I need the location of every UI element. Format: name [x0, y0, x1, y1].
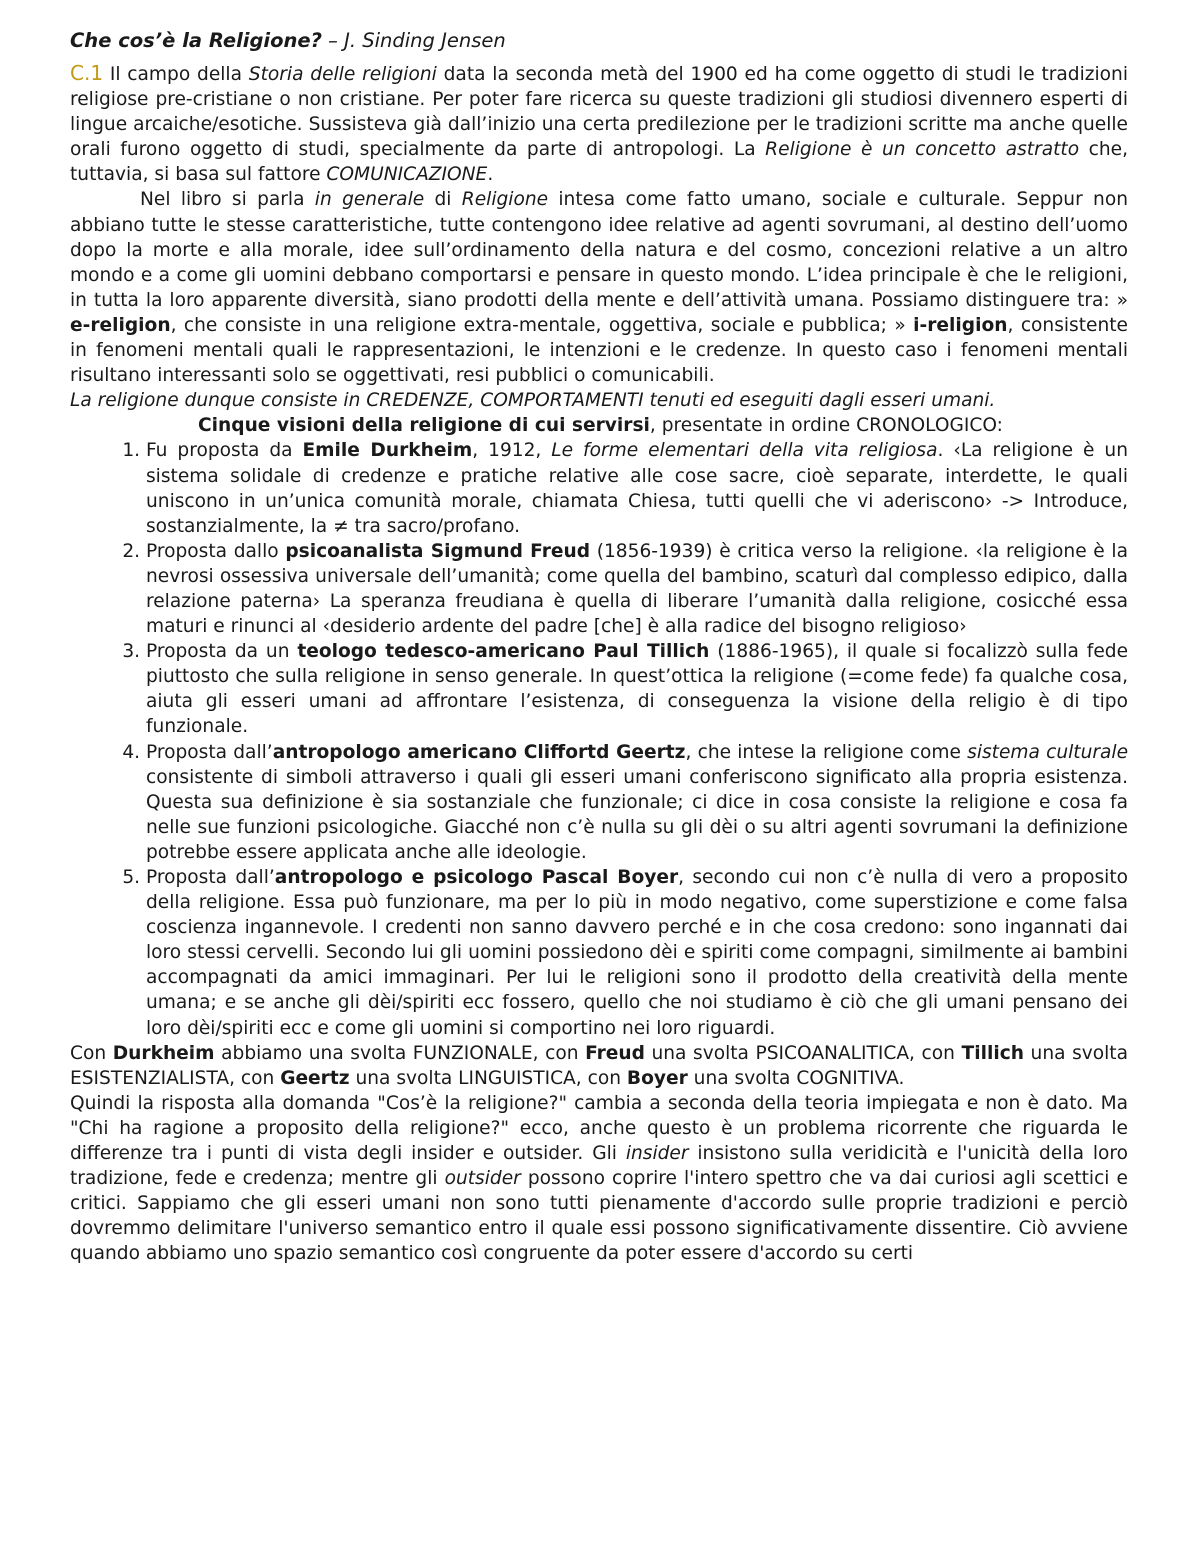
text-run: antropologo e psicologo Pascal Boyer — [274, 867, 679, 888]
text-run: Durkheim — [112, 1042, 215, 1064]
text-run: e-religion — [70, 314, 171, 336]
list-item — [146, 740, 1128, 865]
text-run: La religione dunque consiste in CREDENZE, COMPORTAMENTI tenuti ed eseguiti dagli esseri umani. — [70, 390, 996, 412]
text-run: possono coprire l'intero spettro che va dai curiosi agli scettici e critici. Sappiamo che gli esseri umani non sono tutti pienamente d'accordo sulle proprie tradizioni e perciò dovremmo delimitare l'universo semantico entro il quale essi possono significativamente dissentire. Ciò avviene quando abbiamo uno spazio semantico così congruente da poter essere d'accordo su certi — [70, 1168, 1128, 1265]
list-item — [146, 865, 1128, 1041]
text-run: Geertz — [280, 1067, 350, 1089]
text-run: consistente di simboli attraverso i quali gli esseri umani conferiscono significato alla propria esistenza. Questa sua definizione è sia sostanziale che funzionale; ci dice in cosa consiste la religione e cosa fa nelle sue funzioni psicologiche. Giacché non c’è nulla su gli dèi o su altri agenti sovrumani la definizione potrebbe essere applicata anche alle ideologie. — [146, 766, 1128, 863]
text-run: Cinque visioni della religione di cui servirsi — [198, 415, 650, 437]
text-run: . — [487, 164, 494, 186]
text-run: Religione è un concetto astratto — [765, 139, 1080, 161]
list-item — [146, 539, 1128, 639]
text-run: data la seconda metà del 1900 ed ha come oggetto di studi le tradizioni religiose pre-cristiane o non cristiane. Per poter fare ricerca su queste tradizioni gli studiosi divennero esperti di lingue arcaiche/esotiche. Sussisteva già dall’inizio una certa predilezione per le tradizioni scritte ma anche quelle orali furono oggetto di studi, specialmente da parte di antropologi. La — [70, 64, 1128, 161]
paragraph-summary-italic — [70, 388, 1128, 413]
text-run: una svolta PSICOANALITICA, con — [644, 1042, 962, 1064]
text-run: , che intese la religione come — [685, 741, 968, 763]
text-run: Proposta dall’ — [146, 741, 273, 763]
list-heading — [70, 413, 1128, 438]
text-run: Tillich — [961, 1042, 1024, 1064]
text-run: (1856-1939) è critica verso la religione. ‹la religione è la nevrosi ossessiva universale dell’umanità; come quella del bambino, scaturì dal complesso edipico, dalla relazione paterna› La speranza freudiana è quella di liberare l’umanità dalla religione, cosicché essa maturi e rinunci al ‹desiderio ardente del padre [che] è alla radice del bisogno religioso› — [146, 540, 1128, 638]
text-run: Con — [70, 1042, 113, 1064]
text-run: Proposta da un — [146, 641, 298, 663]
title-text: Che cos’è la Religione? — [70, 29, 322, 52]
text-run: teologo tedesco-americano Paul Tillich — [297, 641, 710, 663]
text-run: una svolta ESISTENZIALISTA, con — [70, 1042, 1128, 1089]
text-run: Religione — [461, 189, 549, 211]
text-run: , presentate in ordine CRONOLOGICO: — [649, 415, 1003, 437]
text-run: Fu proposta da — [146, 440, 303, 462]
text-run: Proposta dallo — [146, 540, 286, 562]
paragraph-turns — [70, 1041, 1128, 1091]
text-run: Il campo della — [103, 64, 249, 85]
list-item — [146, 438, 1128, 538]
text-run: una svolta LINGUISTICA, con — [349, 1067, 627, 1089]
text-run: Proposta dall’ — [146, 867, 275, 888]
text-run: Quindi la risposta alla domanda "Cos’è la religione?" cambia a seconda della teoria impiegata e non è dato. Ma "Chi ha ragione a proposito della religione?" ecco, anche questo è un problema ricorrente che riguarda le differenze tra i punti di vista degli insider e outsider. Gli — [70, 1092, 1128, 1165]
text-run: Freud — [585, 1042, 645, 1064]
text-run: Nel libro si parla — [140, 189, 315, 211]
text-run: che, tuttavia, si basa sul fattore — [70, 139, 1129, 186]
text-run: i-religion — [913, 314, 1008, 336]
text-run: psicoanalista Sigmund Freud — [285, 540, 591, 562]
text-run: in generale — [314, 189, 425, 211]
text-run: . ‹La religione è un sistema solidale di credenze e pratiche relative alle cose sacre, cioè separate, interdette, le quali uniscono in un’unica comunità morale, chiamata Chiesa, tutti quelli che vi aderiscono› -> Introduce, sostanzialmente, la ≠ tra sacro/profano. — [146, 440, 1129, 537]
paragraph-intro — [70, 61, 1128, 187]
text-run: sistema culturale — [967, 741, 1129, 763]
paragraph-closing — [70, 1091, 1128, 1267]
text-run: Boyer — [626, 1067, 688, 1089]
section-label: C.1 — [70, 61, 104, 85]
text-run: Storia delle religioni — [248, 64, 437, 85]
text-run: una svolta COGNITIVA. — [687, 1067, 905, 1089]
text-run: (1886-1965), il quale si focalizzò sulla fede piuttosto che sulla religione in senso generale. In quest’ottica la religione (=come fede) fa qualche cosa, aiuta gli esseri umani ad affrontare l’esistenza, di conseguenza la visione della religio è di tipo funzionale. — [146, 641, 1129, 738]
text-run: , che consiste in una religione extra-mentale, oggettiva, sociale e pubblica; » — [170, 314, 914, 336]
title-author: – J. Sinding Jensen — [321, 29, 506, 52]
paragraph-definitions — [70, 187, 1128, 388]
document-page — [70, 28, 1128, 1267]
text-run: insider — [625, 1143, 689, 1165]
text-run: , secondo cui non c’è nulla di vero a proposito della religione. Essa può funzionare, ma per lo più in modo negativo, come superstizione e come falsa coscienza ingannevole. I credenti non sanno davvero perché e in che cosa credono: sono ingannati dai loro stessi cervelli. Secondo lui gli uomini possiedono dèi e spiriti come compagni, similmente ai bambini accompagnati da amici immaginari. Per lui le religioni sono il prodotto della creatività della mente umana; e se anche gli dèi/spiriti ecc fossero, quello che noi studiamo è ciò che gli umani pensano dei loro dèi/spiriti ecc e come gli uomini si comportino nei loro riguardi. — [146, 867, 1128, 1039]
text-run: abbiamo una svolta FUNZIONALE, con — [214, 1042, 586, 1064]
list-item — [146, 639, 1128, 739]
text-run: antropologo americano Cliffortd Geertz — [272, 741, 686, 763]
text-run: , consistente in fenomeni mentali quali le rappresentazioni, le intenzioni e le credenze. In questo caso i fenomeni mentali risultano interessanti solo se oggettivati, resi pubblici o comunicabili. — [70, 314, 1128, 387]
text-run: outsider — [444, 1168, 521, 1190]
visions-list — [70, 438, 1128, 1040]
text-run: COMUNICAZIONE — [326, 164, 488, 186]
text-run: Le forme elementari della vita religiosa — [551, 440, 938, 462]
text-run: , 1912, — [472, 440, 552, 462]
text-run: Emile Durkheim — [302, 440, 473, 462]
page-title — [70, 28, 1128, 54]
text-run: intesa come fatto umano, sociale e culturale. Seppur non abbiano tutte le stesse caratteristiche, tutte contengono idee relative ad agenti sovrumani, al destino dell’uomo dopo la morte e alla morale, idee sull’ordinamento della natura e del cosmo, concezioni relative a un altro mondo e a come gli uomini debbano comportarsi e pensare in questo mondo. L’idea principale è che le religioni, in tutta la loro apparente diversità, siano prodotti della mente e dell’attività umana. Possiamo distinguere tra: » — [70, 189, 1128, 311]
text-run: insistono sulla veridicità e l'unicità della loro tradizione, fede e credenza; mentre gli — [70, 1143, 1128, 1190]
text-run: di — [424, 189, 462, 211]
